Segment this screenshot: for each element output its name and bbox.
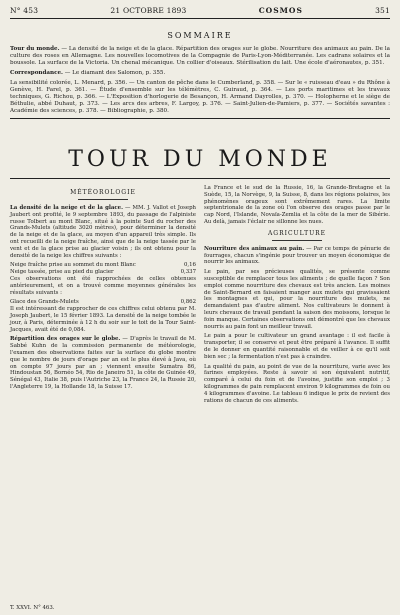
article-lead: La densité de la neige et de la glace. <box>10 205 123 211</box>
sommaire-title: SOMMAIRE <box>167 31 233 40</box>
journal-name: COSMOS <box>258 6 303 15</box>
data-row-value: 0,16 <box>183 262 196 269</box>
sommaire-lead-1: Tour du monde. <box>10 46 60 52</box>
two-columns <box>10 185 390 407</box>
article-paragraph: La qualité du pain, au point de vue de la nourriture, varie avec les farines employées. Reste à savoir si son équivalent nutritif, comparé à celui du foin et de l'avoine, justifie son emploi ; 3 kilogrammes de pain remplacent environ 9 kilogrammes de foin ou 4 kilogrammes d'avoine. Le tableau 6 indique le prix de revient des rations de chacun de ces aliments. <box>204 363 390 404</box>
page-header <box>10 6 390 15</box>
right-column <box>204 185 390 407</box>
title-rule <box>10 178 390 179</box>
sommaire-lead-2: Correspondance. <box>10 70 64 76</box>
section-rule <box>272 240 322 241</box>
data-row-value: 0,337 <box>180 269 196 276</box>
article-densite <box>10 205 196 259</box>
data-row-label: Neige fraîche prise au sommet du mont Blanc <box>10 262 136 269</box>
data-row <box>10 269 196 276</box>
article-orages <box>10 336 196 390</box>
article-lead: Nourriture des animaux au pain. <box>204 245 305 252</box>
issue-date: 21 OCTOBRE 1893 <box>110 6 187 15</box>
article-paragraph: La France et le sud de la Russie, 16, la Grande-Bretagne et la Suède, 15, la Norvège, 9, la Suisse, 8, dans les régions polaires, les phénomènes orageux sont extrêmement rares. La limite septentrionale de la zone où l'on observe des orages passe par le cap Nord, l'Islande, Novaïa-Zemlia et la côte de la mer de Sibérie. Au delà, jamais l'éclair ne sillonne les nues. <box>204 185 390 225</box>
sommaire-paragraph-1 <box>10 46 390 67</box>
article-nourriture <box>204 246 390 266</box>
article-paragraph: Il est intéressant de rapprocher de ces chiffres celui obtenu par M. Joseph Jaubert, le 15 février 1893. La densité de la neige tombée le jour, à Paris, déterminée à 12 h du soir sur le toit de la Tour Saint-Jacques, avait été de 0,084. <box>10 306 196 333</box>
issue-number: N° 453 <box>10 6 39 15</box>
data-row-label: Glace des Grands-Mulets <box>10 299 79 306</box>
article-text: — D'après le travail de M. Sabbé Kuhn de la commission permanente de météorologie, l'examen des observations faites sur la surface du globe montre que le nombre de jours d'orage par an est le plus élevé à Java, où on compte 97 jours par an ; viennent ensuite Sumatra 86, Hindoustan 56, Bornéo 54, Rio de Janeiro 51, la côte de Guinée 49, Sénégal 43, Italie 38, puis l'Autriche 23, la France 24, la Russie 20, l'Angleterre 19, la Hollande 18, la Suisse 17. <box>10 336 196 390</box>
sommaire-rule <box>10 118 390 119</box>
article-text: — MM. J. Vallot et Joseph Jaubert ont profité, le 9 septembre 1893, du passage de l'alpiniste russe Tolbert au mont Blanc, situé à la pointe Sud du rocher des Grands-Mulets (altitude 3020 mètres), pour déterminer la densité de la neige et de la glace, au moyen d'un appareil très simple. Ils ont recueilli de la neige fraîche, ainsi que de la neige tassée par le vent et de la glace prise au glacier voisin ; ils ont obtenu pour la densité de la neige les chiffres suivants : <box>10 205 197 259</box>
section-heading-meteorologie: MÉTÉOROLOGIE <box>70 189 136 196</box>
page-footer: T. XXVI. N° 463. <box>10 605 55 611</box>
section-rule <box>78 199 128 200</box>
sommaire-text-1: — La densité de la neige et de la glace. Répartition des orages sur le globe. Nourriture des animaux au pain. De la culture des roses en Allemagne. Les nouvelles locomotives de la Compagnie de Paris-Lyon-Méditerranée. Les cadrans solaires et la boussole. La surface de la Victoria. Un chenal mécanique. Un collier d'oiseaux. Stérilisation du lait. Une école d'aéronautes, p. 351. <box>10 46 390 66</box>
data-row-label: Neige tassée, prise au pied du glacier <box>10 269 114 276</box>
page-number: 351 <box>375 6 390 15</box>
section-heading-agriculture: AGRICULTURE <box>267 229 327 237</box>
article-lead: Répartition des orages sur le globe. <box>10 336 121 343</box>
header-rule <box>10 18 390 19</box>
article-paragraph: Le pain, par ses précieuses qualités, se présente comme susceptible de remplacer tous les aliments ; de quelle façon ? Son emploi comme nourriture des chevaux est très ancien. Les moines de Saint-Bernard en faisaient manger aux mulets qui gravissaient les montagnes et qui, pour la nourriture des mulets, ne demandaient pas d'autre aliment. Nos cultivateurs le donnent à leurs chevaux de travail pendant la saison des moissons, lorsque le foin manque. Certaines observations ont démontré que les chevaux nourris au pain font un meilleur travail. <box>204 269 390 330</box>
article-paragraph: Le pain a pour le cultivateur un grand avantage : il est facile à transporter, il se conserve et peut être préparé à l'avance. Il suffit de le donner en quantité raisonnable et de veiller à ce qu'il soit bien sec ; la fermentation n'est pas à craindre. <box>204 333 390 360</box>
left-column <box>10 185 196 407</box>
article-paragraph: Ces observations ont été rapprochées de celles obtenues antérieurement, et on a trouvé comme moyennes générales les résultats suivants : <box>10 275 196 296</box>
data-row-value: 0,862 <box>180 299 196 306</box>
main-title: TOUR DU MONDE <box>68 147 332 172</box>
sommaire-paragraph-3: La sensibilité colorée, L. Menard, p. 356. — Un canton de pêche dans le Cumberland, p. 358. — Sur le « ruisseau d'eau » du Rhône à Genève, H. Farel, p. 361. — Étude d'ensemble sur les télémètres, C. Guiraud, p. 364. — Les ports maritimes et les travaux techniques, G. Richou, p. 366. — L'Exposition d'horlogerie de Besançon, H. Armand Dayrolles, p. 370. — Holopherne et le siège de Béthulie, abbé Duhaut, p. 373. — Les arcs des arbres, F. Largoy, p. 376. — Saint-Julien-de-Pamiers, p. 377. — Sociétés savantes : Académie des sciences, p. 378. — Bibliographie, p. 380. <box>10 80 390 114</box>
sommaire-paragraph-2 <box>10 70 390 77</box>
article-text: — Par ce temps de pénurie de fourrages, chacun s'ingénie pour trouver un moyen économique de nourrir les animaux. <box>204 245 390 266</box>
sommaire-text-2: — Le diamant des Salomon, p. 355. <box>63 70 166 76</box>
